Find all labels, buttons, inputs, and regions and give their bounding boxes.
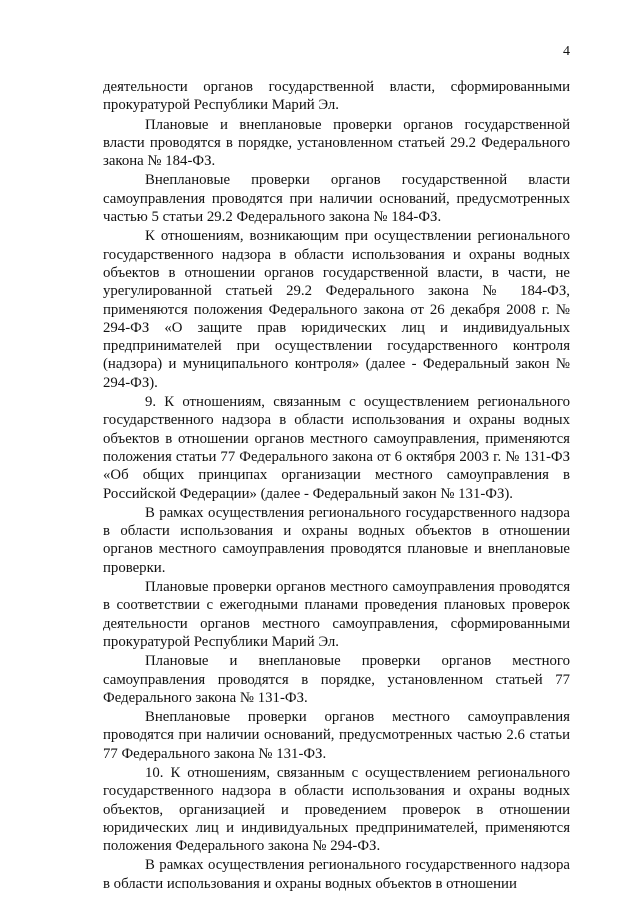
paragraph: Плановые проверки органов местного самоуправления проводятся в соответствии с ежегодными планами проведения плановых проверок деятельности органов местного самоуправления, сформированными прокуратурой Республики Марий Эл. <box>103 579 570 650</box>
paragraph: В рамках осуществления регионального государственного надзора в области использования и охраны водных объектов в отношении <box>103 857 570 892</box>
paragraph: В рамках осуществления регионального государственного надзора в области использования и охраны водных объектов в отношении органов местного самоуправления проводятся плановые и внеплановые проверки. <box>103 504 570 576</box>
paragraph: 10. К отношениям, связанным с осуществлением регионального государственного надзора в области использования и охраны водных объектов, организацией и проведением проверок в отношении юридических лиц и индивидуальных предпринимателей, применяются положения Федерального закона № 294-ФЗ. <box>103 764 570 855</box>
paragraph: деятельности органов государственной власти, сформированными прокуратурой Республики Марий Эл. <box>103 79 570 114</box>
document-body <box>103 78 570 893</box>
paragraph: Внеплановые проверки органов государственной власти самоуправления проводятся при наличии оснований, предусмотренных частью 5 статьи 29.2 Федерального закона № 184-ФЗ. <box>103 172 570 226</box>
paragraph: 9. К отношениям, связанным с осуществлением регионального государственного надзора в области использования и охраны водных объектов в отношении органов местного самоуправления, применяются положения статьи 77 Федерального закона от 6 октября 2003 г. № 131-ФЗ «Об общих принципах организации местного самоуправления в Российской Федерации» (далее - Федеральный закон № 131-ФЗ). <box>103 394 570 502</box>
paragraph: Плановые и внеплановые проверки органов государственной власти проводятся в порядке, установленном статьей 29.2 Федерального закона № 184-ФЗ. <box>103 116 570 170</box>
paragraph: Внеплановые проверки органов местного самоуправления проводятся при наличии оснований, предусмотренных частью 2.6 статьи 77 Федерального закона № 131-ФЗ. <box>103 709 570 762</box>
paragraph: К отношениям, возникающим при осуществлении регионального государственного надзора в области использования и охраны водных объектов в отношении органов государственной власти, в части, не урегулированной статьей 29.2 Федерального закона № 184-ФЗ, применяются положения Федерального закона от 26 декабря 2008 г. № 294-ФЗ «О защите прав юридических лиц и индивидуальных предпринимателей при осуществлении государственного контроля (надзора) и муниципального контроля» (далее - Федеральный закон № 294-ФЗ). <box>103 228 570 391</box>
page-number: 4 <box>563 44 570 59</box>
paragraph: Плановые и внеплановые проверки органов местного самоуправления проводятся в порядке, установленном статьей 77 Федерального закона № 131-ФЗ. <box>103 653 570 706</box>
